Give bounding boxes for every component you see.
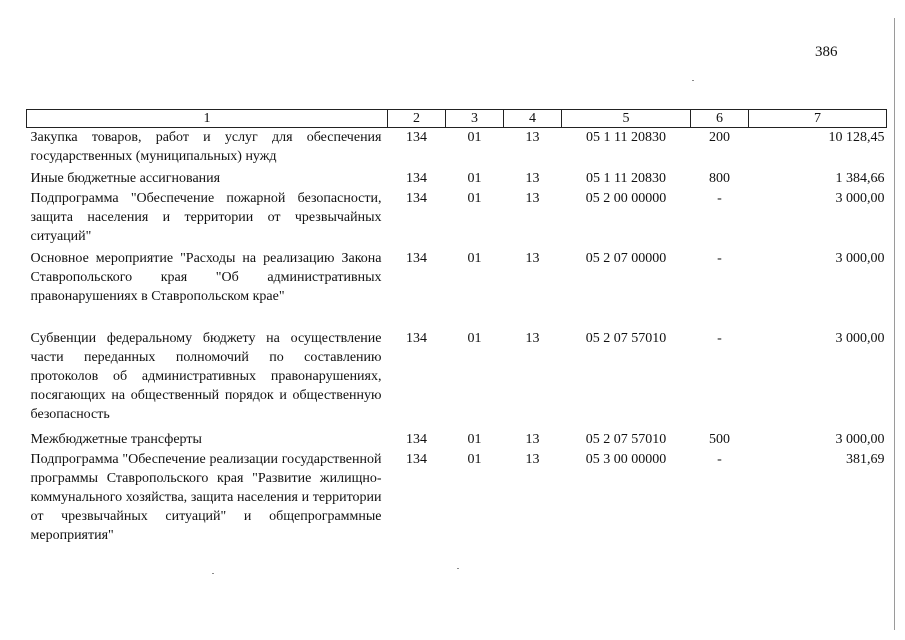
row-sum: 10 128,45	[828, 130, 885, 145]
column-header-sum: 7	[749, 110, 887, 128]
row-rz: 01	[467, 130, 482, 145]
row-csr: 05 3 00 00000	[585, 451, 667, 467]
row-name: Основное мероприятие "Расходы на реализацию Закона Ставропольского края "Об административных правонарушениях в Ставропольском крае"	[30, 250, 382, 304]
row-pr: 13	[525, 190, 540, 206]
table-row	[27, 329, 887, 430]
table-row	[27, 128, 887, 169]
table-row	[27, 189, 887, 249]
row-rz: 01	[467, 451, 482, 467]
row-ved: 134	[406, 190, 427, 206]
table-row	[27, 169, 887, 189]
row-pr: 13	[525, 130, 540, 145]
column-header-ved: 2	[388, 110, 446, 128]
row-name: Межбюджетные трансферты	[30, 431, 202, 447]
row-vr: 200	[709, 130, 730, 145]
page-number: 386	[815, 44, 838, 60]
row-vr: 500	[709, 431, 730, 447]
row-rz: 01	[467, 250, 482, 266]
row-ved: 134	[406, 330, 427, 346]
row-name: Закупка товаров, работ и услуг для обеспечения государственных (муниципальных) нужд	[30, 130, 382, 164]
row-csr: 05 2 07 57010	[585, 330, 667, 346]
row-sum: 381,69	[846, 451, 885, 467]
row-csr: 05 1 11 20830	[586, 170, 666, 186]
row-csr: 05 2 07 00000	[585, 250, 667, 266]
table-row	[27, 430, 887, 450]
row-pr: 13	[525, 431, 540, 447]
row-ved: 134	[406, 451, 427, 467]
table-row	[27, 450, 887, 546]
row-csr: 05 1 11 20830	[586, 130, 666, 145]
scan-speck	[692, 80, 694, 81]
row-ved: 134	[406, 431, 427, 447]
row-rz: 01	[467, 170, 482, 186]
row-rz: 01	[467, 330, 482, 346]
row-pr: 13	[525, 250, 540, 266]
row-ved: 134	[406, 130, 427, 145]
row-name: Подпрограмма "Обеспечение реализации государственной программы Ставропольского края "Развитие жилищно-коммунального хозяйства, защита населения и территории от чрезвычайных ситуаций" и общепрограммные мероприятия"	[30, 451, 382, 543]
table-header-row	[27, 110, 887, 128]
column-header-pr: 4	[504, 110, 562, 128]
row-vr: -	[717, 190, 722, 206]
scan-speck	[457, 568, 459, 569]
row-sum: 3 000,00	[835, 250, 885, 266]
row-rz: 01	[467, 431, 482, 447]
row-sum: 3 000,00	[835, 330, 885, 346]
row-sum: 1 384,66	[835, 170, 885, 186]
row-csr: 05 2 07 57010	[585, 431, 667, 447]
row-vr: 800	[709, 170, 730, 186]
row-vr: -	[717, 250, 722, 266]
row-pr: 13	[525, 170, 540, 186]
table-row	[27, 249, 887, 329]
scan-edge-line	[894, 18, 895, 630]
row-ved: 134	[406, 170, 427, 186]
row-pr: 13	[525, 330, 540, 346]
row-sum: 3 000,00	[835, 190, 885, 206]
row-vr: -	[717, 451, 722, 467]
row-name: Подпрограмма "Обеспечение пожарной безопасности, защита населения и территории от чрезвычайных ситуаций"	[30, 190, 382, 244]
column-header-rz: 3	[446, 110, 504, 128]
column-header-name: 1	[27, 110, 388, 128]
row-csr: 05 2 00 00000	[585, 190, 667, 206]
scan-speck	[212, 573, 214, 574]
row-name: Иные бюджетные ассигнования	[30, 170, 221, 186]
row-pr: 13	[525, 451, 540, 467]
row-rz: 01	[467, 190, 482, 206]
row-vr: -	[717, 330, 722, 346]
column-header-csr: 5	[562, 110, 691, 128]
column-header-vr: 6	[691, 110, 749, 128]
row-name: Субвенции федеральному бюджету на осуществление части переданных полномочий по составлению протоколов об административных правонарушениях, посягающих на общественный порядок и общественную безопасность	[30, 330, 382, 422]
row-sum: 3 000,00	[835, 431, 885, 447]
budget-table	[26, 109, 887, 546]
row-ved: 134	[406, 250, 427, 266]
